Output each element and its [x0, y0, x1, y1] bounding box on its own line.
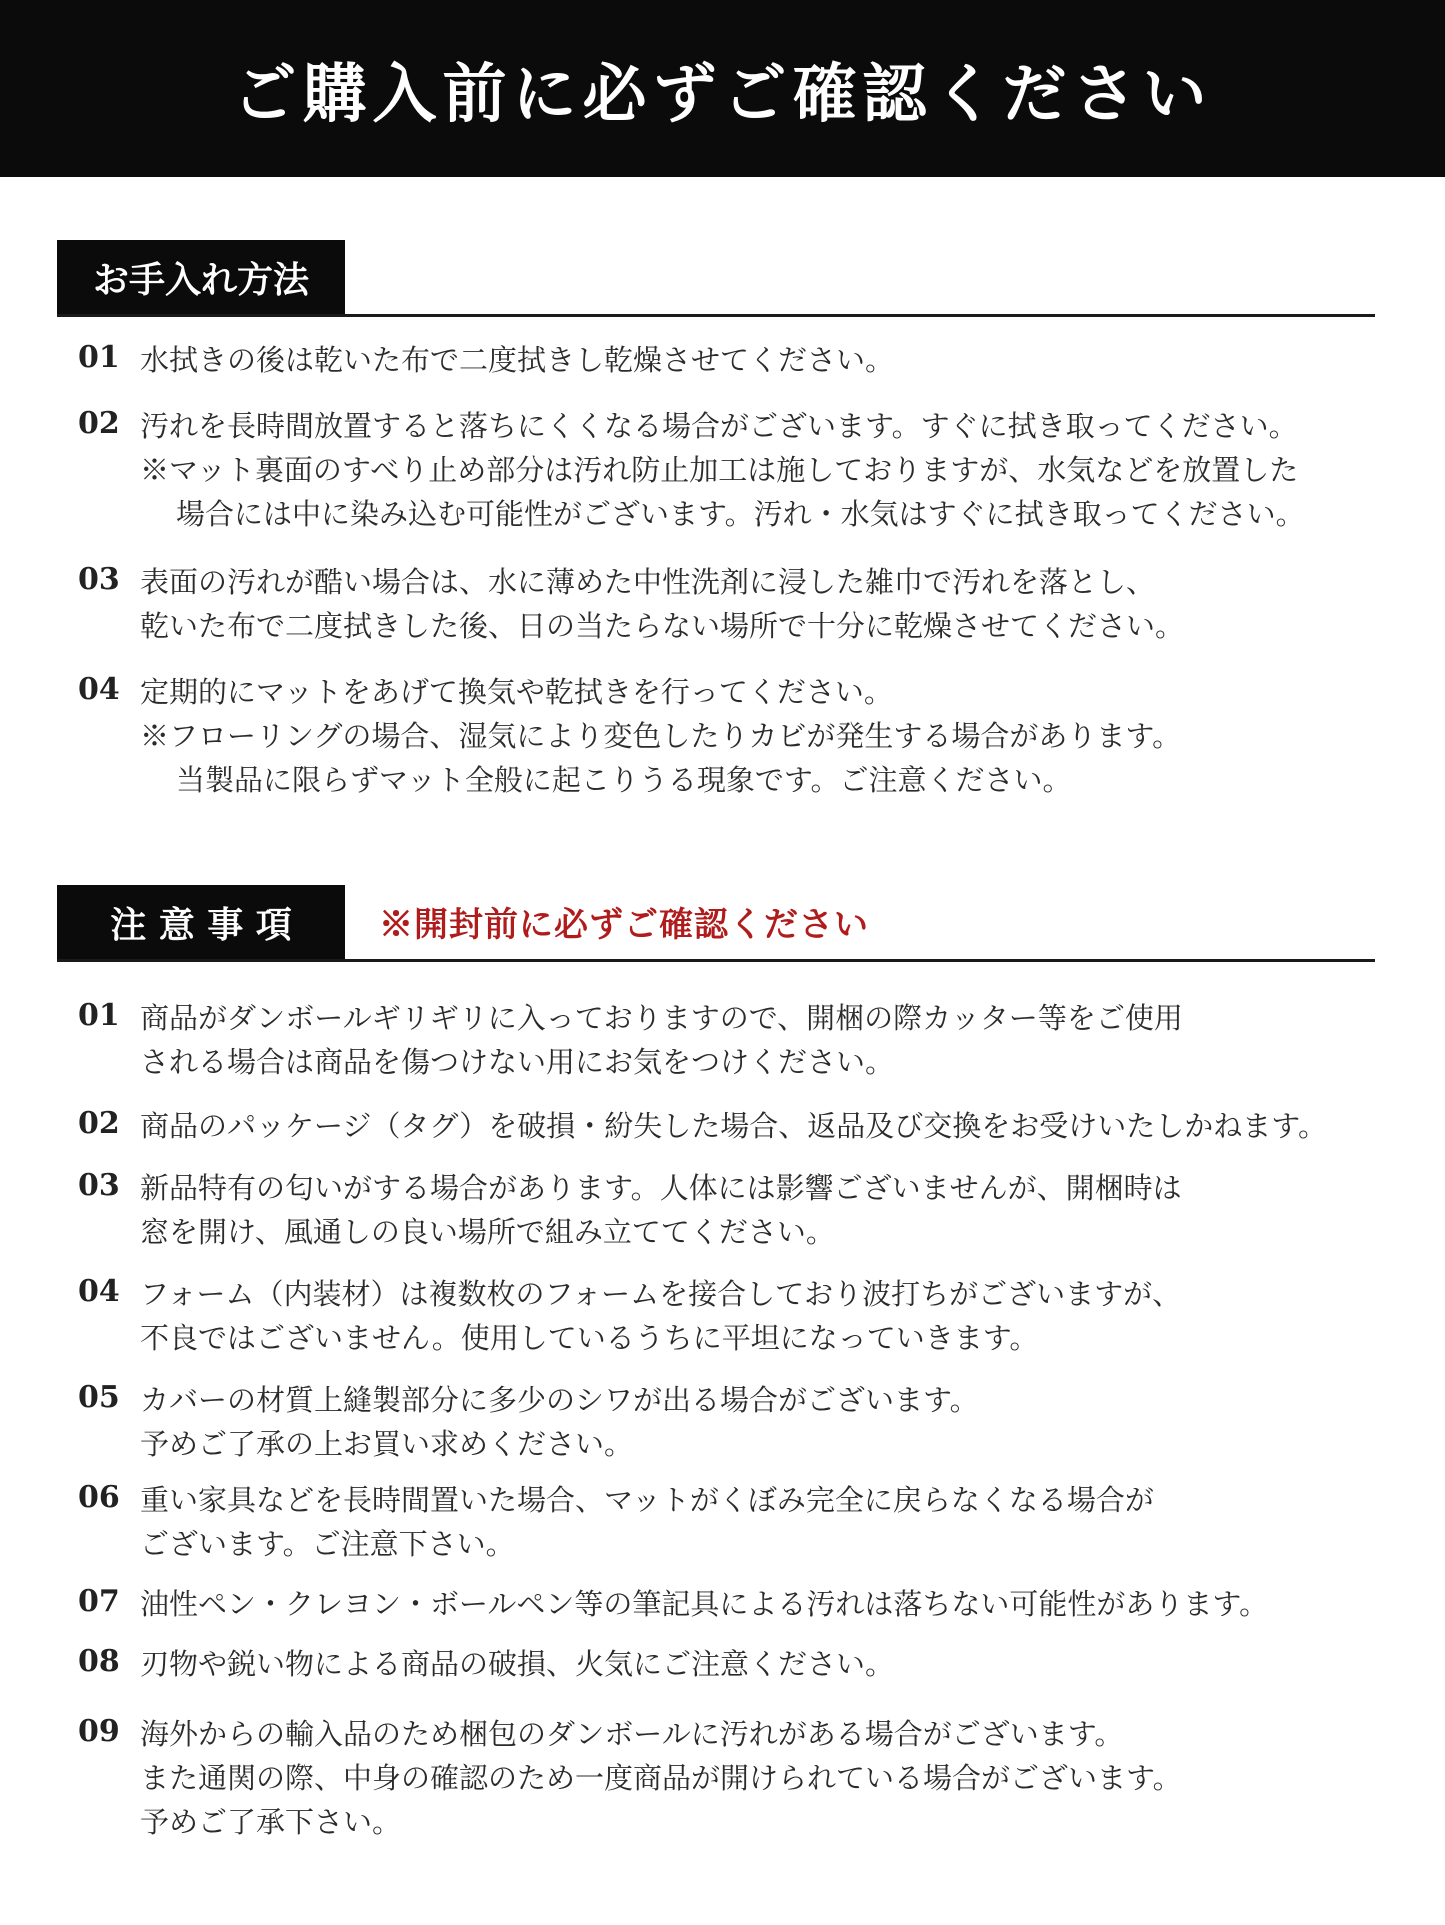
- item-note: 当製品に限らずマット全般に起こりうる現象です。ご注意ください。: [176, 763, 1072, 797]
- item-text: 表面の汚れが酷い場合は、水に薄めた中性洗剤に浸した雑巾で汚れを落とし、: [140, 565, 1156, 599]
- item-text: 定期的にマットをあげて換気や乾拭きを行ってください。: [140, 675, 893, 709]
- item-text: 商品のパッケージ（タグ）を破損・紛失した場合、返品及び交換をお受けいたしかねます。: [140, 1109, 1327, 1143]
- top-banner: [0, 0, 1445, 177]
- item-note: 場合には中に染み込む可能性がございます。汚れ・水気はすぐに拭き取ってください。: [176, 497, 1305, 531]
- caution-note: ※開封前に必ずご確認ください: [379, 905, 869, 945]
- care-section-header: [57, 240, 1375, 317]
- item-text: 乾いた布で二度拭きした後、日の当たらない場所で十分に乾燥させてください。: [140, 609, 1185, 643]
- item-text: 刃物や鋭い物による商品の破損、火気にご注意ください。: [140, 1647, 895, 1681]
- caution-heading: 注 意 事 項: [57, 885, 345, 959]
- item-number: 06: [78, 1480, 120, 1515]
- item-text: また通関の際、中身の確認のため一度商品が開けられている場合がございます。: [140, 1761, 1182, 1795]
- item-text: 汚れを長時間放置すると落ちにくくなる場合がございます。すぐに拭き取ってください。: [140, 409, 1298, 443]
- caution-section-header: [57, 885, 1375, 962]
- item-text: 窓を開け、風通しの良い場所で組み立ててください。: [140, 1215, 835, 1249]
- item-text: カバーの材質上縫製部分に多少のシワが出る場合がございます。: [140, 1383, 979, 1417]
- item-number: 01: [78, 998, 120, 1033]
- item-text: 予めご了承下さい。: [140, 1805, 402, 1839]
- item-text: ございます。ご注意下さい。: [140, 1527, 515, 1561]
- item-number: 05: [78, 1380, 120, 1415]
- item-text: される場合は商品を傷つけない用にお気をつけください。: [140, 1045, 895, 1079]
- item-number: 01: [78, 340, 120, 375]
- item-number: 03: [78, 1168, 120, 1203]
- item-text: 海外からの輸入品のため梱包のダンボールに汚れがある場合がございます。: [140, 1717, 1124, 1751]
- item-text: フォーム（内装材）は複数枚のフォームを接合しており波打ちがございますが、: [140, 1277, 1182, 1311]
- item-text: 商品がダンボールギリギリに入っておりますので、開梱の際カッター等をご使用: [140, 1001, 1183, 1035]
- item-note: ※マット裏面のすべり止め部分は汚れ防止加工は施しておりますが、水気などを放置した: [140, 453, 1299, 487]
- item-number: 08: [78, 1644, 120, 1679]
- item-text: 予めご了承の上お買い求めください。: [140, 1427, 634, 1461]
- item-number: 04: [78, 672, 120, 707]
- item-number: 03: [78, 562, 120, 597]
- page-title: ご購入前に必ずご確認ください: [232, 56, 1213, 132]
- item-number: 07: [78, 1584, 120, 1619]
- item-number: 04: [78, 1274, 120, 1309]
- item-text: 油性ペン・クレヨン・ボールペン等の筆記具による汚れは落ちない可能性があります。: [140, 1587, 1269, 1621]
- item-number: 02: [78, 1106, 120, 1141]
- item-number: 02: [78, 406, 120, 441]
- care-heading: お手入れ方法: [57, 240, 345, 314]
- item-text: 不良ではございません。使用しているうちに平坦になっていきます。: [140, 1321, 1039, 1355]
- item-number: 09: [78, 1714, 120, 1749]
- item-text: 新品特有の匂いがする場合があります。人体には影響ございませんが、開梱時は: [140, 1171, 1182, 1205]
- item-note: ※フローリングの場合、湿気により変色したりカビが発生する場合があります。: [140, 719, 1182, 753]
- item-text: 水拭きの後は乾いた布で二度拭きし乾燥させてください。: [140, 343, 895, 377]
- item-text: 重い家具などを長時間置いた場合、マットがくぼみ完全に戻らなくなる場合が: [140, 1483, 1154, 1517]
